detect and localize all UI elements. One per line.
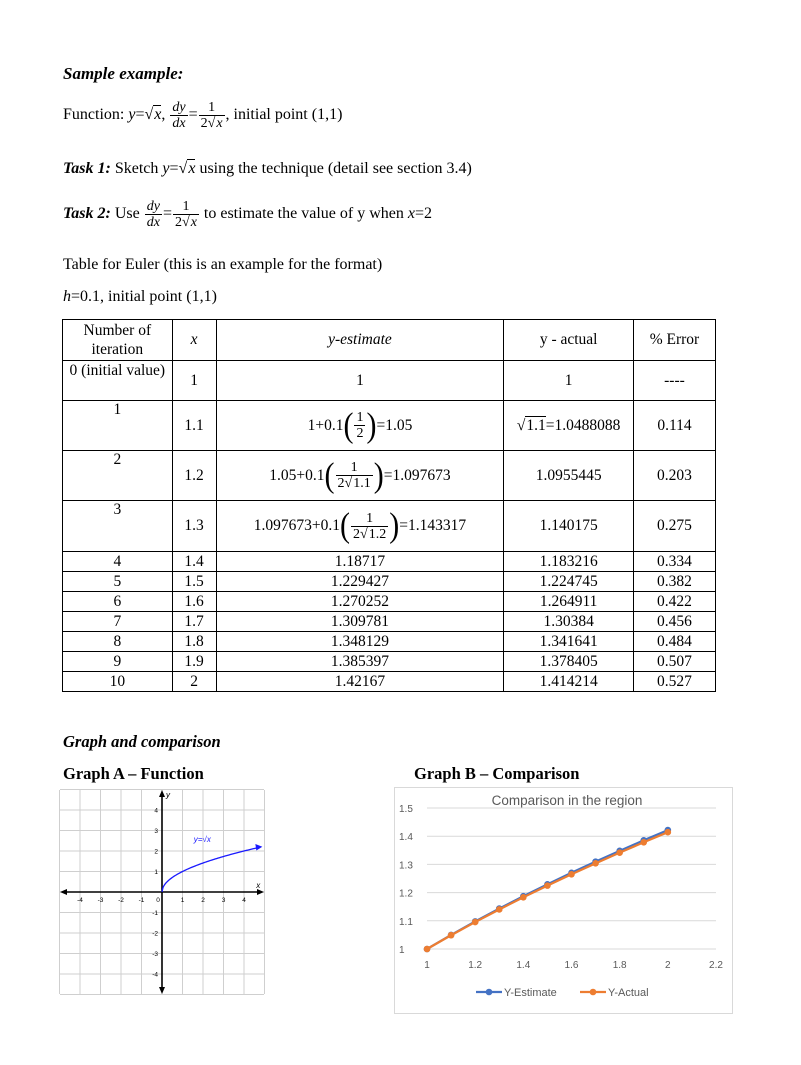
cell-y-est: 1 [216,361,504,401]
cell-n: 4 [63,552,173,572]
y-axis-label: y [166,790,170,800]
y-axis-arrow-up [159,790,165,797]
task2-text-c: =2 [414,205,432,223]
cell-n: 9 [63,652,173,672]
euler-table [62,319,716,692]
task1-text-a: Sketch [114,160,159,177]
x-axis-arrow-left [60,889,67,895]
y-tick-label: 3 [154,828,158,835]
table-row [63,401,716,451]
cell-y-act: 1.224745 [504,572,634,592]
rhs-fraction: $\frac{1}{2√x}$ [200,100,223,131]
cell-n: 0 (initial value) [63,361,173,401]
cell-y-est: 1.18717 [216,552,504,572]
data-point [592,860,599,867]
formula-base: 1+0.1 [307,416,344,434]
cell-y-est: 1.385397 [216,652,504,672]
derivative-fraction [170,100,187,131]
header-iteration: Number of iteration [63,320,173,361]
legend-label: Y-Actual [608,987,649,999]
cell-y-est-formula: 1.05+0.1 ( $\frac{1}{2√1.1}$ ) =1.097673 [216,451,504,501]
cell-err: 0.114 [633,401,715,451]
x-tick-label: 2 [665,960,671,971]
task1-text-b: using the technique (detail see section 3.4) [199,160,472,177]
cell-x: 1.7 [172,612,216,632]
y-tick-label: -2 [152,930,158,938]
frac-num: 1 [199,100,225,116]
deriv-num: dy [172,100,186,115]
cell-y-est: 1.270252 [216,592,504,612]
formula-den: 2 [356,426,364,441]
step-line [63,288,217,306]
cell-x: 1.6 [172,592,216,612]
cell-x: 1.5 [172,572,216,592]
function-line: Function: y=√x, $\frac{dy}{dx}$ = $\frac{1}{2√x}$ , initial point (1,1) [63,100,343,131]
table-caption: Table for Euler (this is an example for the format) [63,256,383,273]
act-result: =1.0488088 [545,416,621,434]
cell-x: 1.4 [172,552,216,572]
table-row [63,592,716,612]
formula-base: 1.05+0.1 [269,466,325,484]
cell-y-act: 1 [504,361,634,401]
curve-label: y=√x [193,834,211,844]
cell-n: 10 [63,672,173,692]
sqrt-curve-arrow [255,844,262,851]
cell-err: ---- [633,361,715,401]
cell-err: 0.527 [633,672,715,692]
cell-x: 1.9 [172,652,216,672]
x-tick-label: 1.2 [468,960,483,971]
cell-n: 5 [63,572,173,592]
eq-lhs: y [128,106,136,124]
data-point [568,871,575,878]
table-row [63,612,716,632]
y-tick-label: 1 [154,869,158,876]
cell-x: 1.2 [172,451,216,501]
task2-frac-coef: 2 [175,215,182,230]
graph-b-comparison [394,787,733,1014]
act-rad: 1.1 [526,416,546,434]
cell-err: 0.484 [633,632,715,652]
x-tick-label: 1 [180,897,185,904]
table-row [63,572,716,592]
data-point [496,906,503,913]
table-row [63,672,716,692]
y-tick-label: 1.5 [399,804,413,815]
graph-a-title: Graph A – Function [63,764,204,783]
y-tick-label: 1 [399,945,405,956]
y-tick-label: 4 [154,807,158,815]
header-error: % Error [633,320,715,361]
table-row [63,632,716,652]
cell-n: 6 [63,592,173,612]
formula-num: 1 [356,410,364,425]
cell-y-act: 1.378405 [504,652,634,672]
eq-rhs: x [154,106,162,124]
data-point [640,839,647,846]
cell-y-est-formula: 1.097673+0.1 ( $\frac{1}{2√1.2}$ ) =1.143317 [216,501,504,552]
cell-n: 2 [63,451,173,501]
cell-y-act: 1.183216 [504,552,634,572]
y-tick-label: 1.3 [399,860,413,872]
step-rest: =0.1, initial point (1,1) [71,288,217,305]
task2-frac: $\frac{1}{2√x}$ [175,199,197,230]
graph-section-title: Graph and comparison [63,732,221,751]
x-tick-label: 0 [156,897,160,904]
formula-den-rad: 1.1 [353,476,371,491]
task1-label: Task 1: [63,160,111,177]
table-row [63,652,716,672]
y-tick-label: -1 [152,910,158,917]
header-x: x [172,320,216,361]
task2-deriv [145,199,162,230]
formula-result: =1.143317 [399,517,467,534]
cell-err: 0.275 [633,501,715,552]
y-axis-arrow-down [159,987,165,994]
cell-y-act-formula: √1.1=1.0488088 [504,401,634,451]
table-row [63,501,716,552]
cell-y-act: 1.0955445 [504,451,634,501]
function-suffix: , initial point (1,1) [225,106,343,124]
table-row [63,552,716,572]
data-point [616,849,623,856]
x-tick-label: 1.4 [516,960,531,971]
cell-n: 7 [63,612,173,632]
task2-text-a: Use [114,205,140,223]
legend-marker [486,989,493,996]
cell-x: 1.3 [172,501,216,552]
x-axis-label: x [256,881,261,890]
formula-num: 1 [336,460,373,476]
cell-y-est: 1.348129 [216,632,504,652]
x-tick-label: -4 [77,897,83,904]
cell-n: 8 [63,632,173,652]
cell-y-act: 1.140175 [504,501,634,552]
cell-x: 1.8 [172,632,216,652]
cell-x: 1.1 [172,401,216,451]
y-tick-label: 1.4 [399,832,413,844]
frac-den-rad: x [216,116,223,131]
x-tick-label: -3 [97,897,104,904]
cell-n: 1 [63,401,173,451]
graph-b-title: Graph B – Comparison [414,764,580,783]
cell-y-est-formula: 1+0.1 ( $\frac{1}{2}$ ) =1.05 [216,401,504,451]
cell-y-act: 1.341641 [504,632,634,652]
formula-den-coef: 2 [337,476,345,491]
task2-x: x [407,205,415,223]
chart-border [395,788,733,1014]
cell-x: 1 [172,361,216,401]
data-point [520,894,527,901]
y-tick-label: -3 [152,951,158,958]
cell-err: 0.422 [633,592,715,612]
formula-num: 1 [351,511,388,527]
formula-base: 1.097673+0.1 [253,517,341,534]
header-y-actual: y - actual [504,320,634,361]
cell-y-act: 1.30384 [504,612,634,632]
cell-y-act: 1.414214 [504,672,634,692]
x-tick-label: 1 [424,960,430,971]
legend-marker [590,989,597,996]
header-y-estimate: y-estimate [216,320,504,361]
table-row [63,451,716,501]
cell-y-est: 1.229427 [216,572,504,592]
cell-y-est: 1.42167 [216,672,504,692]
frac-den-coef: 2 [200,116,208,131]
cell-err: 0.507 [633,652,715,672]
chart-title: Comparison in the region [491,793,643,808]
table-row [63,361,716,401]
data-point [424,946,431,953]
cell-x: 2 [172,672,216,692]
cell-y-act: 1.264911 [504,592,634,612]
formula-den-rad: 1.2 [368,526,387,542]
x-tick-label: 1.6 [564,960,579,971]
function-label: Function: [63,106,125,124]
formula-result: =1.05 [376,416,413,434]
x-tick-label: 2 [201,897,205,904]
x-tick-label: -2 [118,897,124,904]
y-tick-label: -4 [152,971,158,979]
data-point [665,829,672,836]
task2-deriv-num: dy [146,199,160,214]
task2-frac-rad: x [190,215,197,230]
step-h: h [63,288,71,305]
cell-err: 0.334 [633,552,715,572]
data-point [544,882,551,889]
cell-err: 0.382 [633,572,715,592]
task2-line: Task 2: Use $\frac{dy}{dx}$ = $\frac{1}{2√x}$ to estimate the value of y when x=2 [63,199,432,230]
legend-label: Y-Estimate [504,987,557,999]
x-tick-label: 2.2 [709,960,723,971]
x-tick-label: 3 [221,897,226,904]
formula-den-coef: 2 [353,526,361,542]
deriv-den: dx [172,116,186,131]
page-heading: Sample example: [63,64,184,83]
task2-deriv-den: dx [146,215,160,230]
y-tick-label: 1.1 [399,916,413,928]
task1-line: Task 1: Sketch y=√x using the technique (detail see section 3.4) [63,160,472,177]
task2-label: Task 2: [63,205,111,223]
y-tick-label: 1.2 [399,888,413,900]
graph-a-function [58,788,266,996]
cell-y-est: 1.309781 [216,612,504,632]
x-tick-label: 4 [242,897,246,904]
x-tick-label: -1 [138,897,145,904]
formula-result: =1.097673 [383,466,451,484]
data-point [472,919,479,926]
data-point [448,932,455,939]
cell-err: 0.456 [633,612,715,632]
task2-frac-num: 1 [173,199,199,215]
x-tick-label: 1.8 [612,960,627,971]
task2-text-b: to estimate the value of y when [203,205,404,223]
cell-n: 3 [63,501,173,552]
y-tick-label: 2 [154,848,158,856]
cell-err: 0.203 [633,451,715,501]
